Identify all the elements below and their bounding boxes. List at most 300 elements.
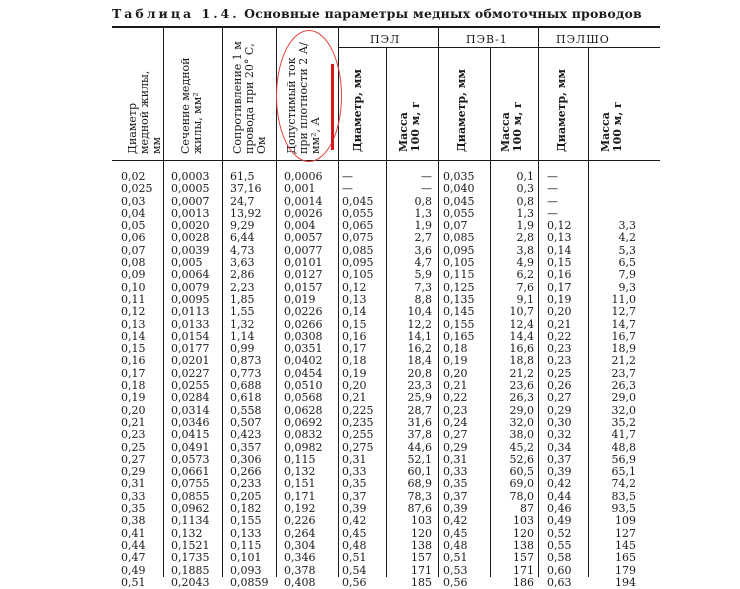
- table-cell: 6,2: [516, 268, 534, 282]
- table-cell: 0,0154: [171, 329, 210, 343]
- table-cell: 0,44: [121, 538, 146, 552]
- table-cell: 194: [615, 575, 636, 589]
- table-cell: 24,7: [230, 194, 255, 208]
- col-current: [284, 171, 323, 589]
- table-cell: 0,0026: [284, 206, 323, 220]
- table-cell: 4,73: [230, 243, 255, 257]
- table-cell: 0,045: [342, 194, 374, 208]
- table-cell: 0,16: [342, 329, 367, 343]
- table-cell: 185: [411, 575, 432, 589]
- table-cell: 0,0982: [284, 440, 323, 454]
- table-cell: 0,23: [121, 428, 146, 442]
- table-cell: 0,55: [547, 538, 572, 552]
- header-section: Сечение медной жилы, мм²: [179, 57, 204, 154]
- table-cell: 56,9: [611, 452, 636, 466]
- table-cell: 6,5: [618, 256, 636, 270]
- group-pev1: ПЭВ-1: [466, 33, 508, 46]
- table-cell: 0,0079: [171, 280, 210, 294]
- table-cell: 2,7: [414, 231, 432, 245]
- table-cell: 0,423: [230, 428, 262, 442]
- table-cell: 6,44: [230, 231, 255, 245]
- table-cell: 4,7: [414, 256, 432, 270]
- table-cell: 0,32: [547, 428, 572, 442]
- table-cell: 0,0014: [284, 194, 323, 208]
- table-cell: 0,0003: [171, 170, 210, 183]
- table-cell: 3,3: [618, 219, 636, 233]
- table-cell: 0,8: [414, 194, 432, 208]
- table-cell: 4,2: [618, 231, 636, 245]
- table-cell: 0,46: [547, 502, 572, 516]
- table-cell: 0,17: [342, 342, 367, 356]
- table-cell: 0,306: [230, 452, 262, 466]
- group-pel: ПЭЛ: [370, 33, 401, 46]
- table-cell: 35,2: [611, 415, 636, 429]
- table-cell: 0,56: [342, 575, 367, 589]
- table-cell: 0,0832: [284, 428, 323, 442]
- table-cell: 0,1134: [171, 514, 210, 528]
- table-cell: 0,48: [342, 538, 367, 552]
- table-cell: 0,873: [230, 354, 262, 368]
- table-cell: 0,0454: [284, 366, 323, 380]
- top-rule: [112, 26, 660, 28]
- table-cell: 0,105: [342, 268, 374, 282]
- red-underline-annotation: [331, 64, 334, 150]
- table-cell: 0,16: [121, 354, 146, 368]
- table-cell: 0,16: [547, 268, 572, 282]
- table-cell: 0,09: [121, 268, 146, 282]
- table-cell: 0,15: [121, 342, 146, 356]
- table-cell: 0,45: [443, 526, 468, 540]
- table-cell: 0,115: [284, 452, 316, 466]
- table-cell: 0,0133: [171, 317, 210, 331]
- table-cell: 0,3: [516, 182, 534, 196]
- table-cell: 0,045: [443, 194, 475, 208]
- table-cell: 52,1: [407, 452, 432, 466]
- table-cell: 0,07: [121, 243, 146, 257]
- table-cell: 8,8: [414, 292, 432, 306]
- table-cell: —: [421, 170, 432, 183]
- table-cell: 120: [411, 526, 432, 540]
- table-cell: 0,15: [547, 256, 572, 270]
- table-cell: 0,13: [121, 317, 146, 331]
- table-cell: 23,3: [407, 379, 432, 393]
- table-cell: 18,9: [611, 342, 636, 356]
- table-cell: 0,0859: [230, 575, 269, 589]
- table-cell: 0,235: [342, 415, 374, 429]
- table-cell: 0,0020: [171, 219, 210, 233]
- col-pel-mass: [394, 171, 432, 589]
- table-cell: 0,54: [342, 563, 367, 577]
- table-cell: 186: [513, 575, 534, 589]
- table-cell: 9,29: [230, 219, 255, 233]
- table-cell: 48,8: [611, 440, 636, 454]
- table-cell: [596, 171, 636, 183]
- table-cell: 0,0077: [284, 243, 323, 257]
- table-cell: 0,0855: [171, 489, 210, 503]
- table-cell: 0,06: [121, 231, 146, 245]
- table-cell: —: [547, 182, 558, 196]
- subheader-pelsho-mass: Масса 100 м, г: [599, 101, 624, 152]
- table-cell: 0,155: [443, 317, 475, 331]
- table-cell: 0,37: [547, 452, 572, 466]
- col-rule: [538, 27, 539, 577]
- table-cell: 0,39: [547, 465, 572, 479]
- table-cell: 14,4: [509, 329, 534, 343]
- col-pev-mass: [496, 171, 534, 589]
- table-cell: 0,27: [547, 391, 572, 405]
- table-cell: 78,3: [407, 489, 432, 503]
- table-cell: 0,31: [342, 452, 367, 466]
- col-rule: [163, 27, 164, 577]
- table-cell: 0,0491: [171, 440, 210, 454]
- table-cell: 0,0127: [284, 268, 323, 282]
- table-cell: 0,226: [284, 514, 316, 528]
- table-cell: 1,85: [230, 292, 255, 306]
- table-cell: 0,60: [547, 563, 572, 577]
- table-cell: 61,5: [230, 170, 255, 183]
- table-cell: 0,58: [547, 551, 572, 565]
- table-cell: 0,0266: [284, 317, 323, 331]
- table-cell: 0,225: [342, 403, 374, 417]
- table-cell: 0,132: [171, 526, 203, 540]
- table-cell: 0,19: [547, 292, 572, 306]
- table-cell: 16,2: [407, 342, 432, 356]
- table-cell: 0,357: [230, 440, 262, 454]
- table-cell: 0,055: [342, 206, 374, 220]
- table-cell: 7,9: [618, 268, 636, 282]
- table-cell: 0,12: [342, 280, 367, 294]
- table-cell: 0,093: [230, 563, 262, 577]
- col-pelsho-diameter: [547, 171, 572, 589]
- table-cell: 45,2: [509, 440, 534, 454]
- table-cell: 0,35: [342, 477, 367, 491]
- table-cell: —: [421, 182, 432, 196]
- table-cell: 0,8: [516, 194, 534, 208]
- table-cell: 0,33: [342, 465, 367, 479]
- table-cell: 0,27: [443, 428, 468, 442]
- table-cell: 0,0028: [171, 231, 210, 245]
- table-cell: 0,39: [342, 502, 367, 516]
- table-cell: 0,0177: [171, 342, 210, 356]
- table-cell: 0,39: [443, 502, 468, 516]
- table-cell: 87,6: [407, 502, 432, 516]
- table-cell: 0,31: [121, 477, 146, 491]
- table-cell: 0,25: [121, 440, 146, 454]
- table-cell: 0,33: [121, 489, 146, 503]
- table-cell: 0,065: [342, 219, 374, 233]
- table-cell: 0,49: [547, 514, 572, 528]
- table-cell: 12,2: [407, 317, 432, 331]
- table-cell: 0,618: [230, 391, 262, 405]
- table-cell: 1,3: [414, 206, 432, 220]
- table-cell: —: [547, 170, 558, 183]
- table-cell: 0,14: [342, 305, 367, 319]
- table-cell: 0,0005: [171, 182, 210, 196]
- col-resistance: [230, 171, 269, 589]
- table-cell: 0,45: [342, 526, 367, 540]
- table-cell: 3,6: [414, 243, 432, 257]
- table-cell: 120: [513, 526, 534, 540]
- table-cell: 0,105: [443, 256, 475, 270]
- table-cell: —: [342, 182, 353, 196]
- table-cell: 0,1735: [171, 551, 210, 565]
- table-cell: 29,0: [509, 403, 534, 417]
- table-cell: 32,0: [611, 403, 636, 417]
- table-cell: 18,8: [509, 354, 534, 368]
- subheader-pev-mass: Масса 100 м, г: [499, 101, 524, 152]
- table-cell: 0,20: [342, 379, 367, 393]
- table-cell: 0,040: [443, 182, 475, 196]
- table-cell: 20,8: [407, 366, 432, 380]
- table-cell: 0,085: [342, 243, 374, 257]
- table-cell: 0,29: [121, 465, 146, 479]
- table-cell: 145: [615, 538, 636, 552]
- table-cell: 0,155: [230, 514, 262, 528]
- table-cell: 0,0573: [171, 452, 210, 466]
- table-cell: 1,14: [230, 329, 255, 343]
- table-cell: 0,0007: [171, 194, 210, 208]
- table-cell: 0,29: [547, 403, 572, 417]
- table-cell: 0,0692: [284, 415, 323, 429]
- table-cell: 0,005: [171, 256, 203, 270]
- table-cell: 0,0962: [171, 502, 210, 516]
- table-cell: 13,92: [230, 206, 262, 220]
- table-cell: 0,34: [547, 440, 572, 454]
- table-cell: 5,9: [414, 268, 432, 282]
- table-cell: 10,4: [407, 305, 432, 319]
- table-cell: 0,24: [443, 415, 468, 429]
- table-cell: 78,0: [509, 489, 534, 503]
- table-cell: 0,182: [230, 502, 262, 516]
- table-cell: 60,5: [509, 465, 534, 479]
- table-cell: 0,17: [121, 366, 146, 380]
- col-rule: [588, 47, 589, 577]
- table-cell: 0,0039: [171, 243, 210, 257]
- table-cell: 0,35: [121, 502, 146, 516]
- table-cell: 9,1: [516, 292, 534, 306]
- table-cell: 0,30: [547, 415, 572, 429]
- table-cell: 0,125: [443, 280, 475, 294]
- table-cell: 0,0346: [171, 415, 210, 429]
- col-pev-diameter: [443, 171, 475, 589]
- table-cell: 41,7: [611, 428, 636, 442]
- table-cell: 0,0227: [171, 366, 210, 380]
- table-cell: 0,11: [121, 292, 146, 306]
- col-pel-diameter: [342, 171, 374, 589]
- table-cell: 0,21: [547, 317, 572, 331]
- table-cell: 87: [520, 502, 534, 516]
- table-cell: 1,55: [230, 305, 255, 319]
- table-cell: 0,27: [121, 452, 146, 466]
- table-cell: 0,165: [443, 329, 475, 343]
- table-cell: 171: [411, 563, 432, 577]
- table-cell: 7,3: [414, 280, 432, 294]
- table-cell: 0,1521: [171, 538, 210, 552]
- table-cell: 103: [513, 514, 534, 528]
- table-cell: 0,56: [443, 575, 468, 589]
- table-cell: 0,29: [443, 440, 468, 454]
- table-cell: 0,33: [443, 465, 468, 479]
- header-current: Допустимый ток при плотности 2 А/мм², А: [285, 42, 322, 154]
- subheader-pel-diameter: Диаметр, мм: [351, 69, 364, 152]
- table-cell: 0,378: [284, 563, 316, 577]
- table-cell: 21,2: [611, 354, 636, 368]
- table-cell: 0,14: [547, 243, 572, 257]
- table-cell: 0,135: [443, 292, 475, 306]
- table-cell: 0,17: [547, 280, 572, 294]
- table-cell: 14,1: [407, 329, 432, 343]
- table-cell: 0,255: [342, 428, 374, 442]
- table-cell: 0,53: [443, 563, 468, 577]
- table-cell: 2,23: [230, 280, 255, 294]
- col-rule: [386, 47, 387, 577]
- table-cell: 0,0013: [171, 206, 210, 220]
- table-cell: 23,7: [611, 366, 636, 380]
- table-cell: 0,37: [342, 489, 367, 503]
- table-cell: 5,3: [618, 243, 636, 257]
- table-cell: 0,23: [547, 354, 572, 368]
- table-cell: 52,6: [509, 452, 534, 466]
- table-cell: 37,16: [230, 182, 262, 196]
- table-cell: 1,3: [516, 206, 534, 220]
- table-cell: 0,07: [443, 219, 468, 233]
- table-cell: 0,31: [443, 452, 468, 466]
- table-cell: 0,0057: [284, 231, 323, 245]
- table-cell: 0,558: [230, 403, 262, 417]
- table-cell: 165: [615, 551, 636, 565]
- table-cell: 0,0510: [284, 379, 323, 393]
- table-cell: 179: [615, 563, 636, 577]
- table-cell: 0,0755: [171, 477, 210, 491]
- table-cell: 0,10: [121, 280, 146, 294]
- table-cell: 0,075: [342, 231, 374, 245]
- table-cell: 0,18: [443, 342, 468, 356]
- table-cell: 0,025: [121, 182, 153, 196]
- subheader-pelsho-diameter: Диаметр, мм: [555, 69, 568, 152]
- table-cell: 0,44: [547, 489, 572, 503]
- table-cell: 0,304: [284, 538, 316, 552]
- table-cell: 0,25: [547, 366, 572, 380]
- table-cell: 138: [411, 538, 432, 552]
- table-cell: 0,21: [342, 391, 367, 405]
- table-cell: 127: [615, 526, 636, 540]
- table-cell: 3,63: [230, 256, 255, 270]
- col-rule: [438, 27, 439, 577]
- table-cell: 2,8: [516, 231, 534, 245]
- table-cell: 0,2043: [171, 575, 210, 589]
- table-cell: 0,20: [547, 305, 572, 319]
- table-cell: 0,18: [121, 379, 146, 393]
- table-cell: 0,99: [230, 342, 255, 356]
- table-cell: 0,408: [284, 575, 316, 589]
- table-cell: 11,0: [611, 292, 636, 306]
- table-cell: 0,132: [284, 465, 316, 479]
- table-cell: 0,115: [443, 268, 475, 282]
- table-cell: 0,23: [443, 403, 468, 417]
- table-cell: 0,63: [547, 575, 572, 589]
- table-cell: 0,22: [547, 329, 572, 343]
- table-cell: 0,35: [443, 477, 468, 491]
- table-cell: 0,346: [284, 551, 316, 565]
- table-cell: 0,14: [121, 329, 146, 343]
- group-pelsho: ПЭЛШО: [556, 33, 610, 46]
- table-cell: 0,38: [121, 514, 146, 528]
- table-cell: 0,0415: [171, 428, 210, 442]
- table-cell: 0,42: [547, 477, 572, 491]
- table-cell: 0,13: [342, 292, 367, 306]
- table-title: Таблица 1.4. Основные параметры медных обмоточных проводов: [112, 6, 642, 21]
- table-cell: 0,688: [230, 379, 262, 393]
- header-resistance: Сопротивление 1 м провода при 20° С, Ом: [231, 41, 268, 154]
- col-diameter: [121, 171, 153, 589]
- table-cell: 0,0113: [171, 305, 210, 319]
- table-cell: 0,233: [230, 477, 262, 491]
- table-cell: 0,02: [121, 170, 146, 183]
- table-cell: 0,0308: [284, 329, 323, 343]
- table-cell: 0,12: [121, 305, 146, 319]
- table-cell: 10,7: [509, 305, 534, 319]
- table-cell: 0,15: [342, 317, 367, 331]
- table-cell: 0,19: [443, 354, 468, 368]
- table-cell: 32,0: [509, 415, 534, 429]
- table-cell: 109: [615, 514, 636, 528]
- table-cell: [596, 183, 636, 195]
- table-cell: 83,5: [611, 489, 636, 503]
- table-cell: 14,7: [611, 317, 636, 331]
- table-cell: 0,18: [342, 354, 367, 368]
- table-cell: 0,0095: [171, 292, 210, 306]
- col-section: [171, 171, 210, 589]
- table-cell: 0,51: [443, 551, 468, 565]
- table-cell: 0,13: [547, 231, 572, 245]
- table-cell: 0,19: [342, 366, 367, 380]
- subheader-pev-diameter: Диаметр, мм: [455, 69, 468, 152]
- table-cell: 25,9: [407, 391, 432, 405]
- table-cell: 0,0402: [284, 354, 323, 368]
- table-cell: 0,51: [342, 551, 367, 565]
- table-cell: 0,0284: [171, 391, 210, 405]
- table-cell: 1,32: [230, 317, 255, 331]
- table-cell: 0,095: [342, 256, 374, 270]
- table-cell: 0,0628: [284, 403, 323, 417]
- table-cell: 0,0064: [171, 268, 210, 282]
- table-cell: 0,264: [284, 526, 316, 540]
- table-cell: 65,1: [611, 465, 636, 479]
- table-cell: 0,0568: [284, 391, 323, 405]
- table-cell: 93,5: [611, 502, 636, 516]
- table-cell: 0,49: [121, 563, 146, 577]
- table-cell: 0,20: [121, 403, 146, 417]
- table-cell: 0,085: [443, 231, 475, 245]
- table-cell: 0,12: [547, 219, 572, 233]
- table-cell: 1,9: [414, 219, 432, 233]
- table-cell: 0,1: [516, 170, 534, 183]
- table-cell: 0,133: [230, 526, 262, 540]
- table-cell: 0,266: [230, 465, 262, 479]
- table-cell: 0,41: [121, 526, 146, 540]
- table-cell: 4,9: [516, 256, 534, 270]
- table-cell: —: [342, 170, 353, 183]
- table-cell: 12,7: [611, 305, 636, 319]
- table-cell: 0,0314: [171, 403, 210, 417]
- table-cell: 0,1885: [171, 563, 210, 577]
- table-cell: 0,03: [121, 194, 146, 208]
- table-cell: 0,23: [547, 342, 572, 356]
- table-cell: 7,6: [516, 280, 534, 294]
- table-cell: 0,0661: [171, 465, 210, 479]
- table-cell: 0,192: [284, 502, 316, 516]
- table-cell: 26,3: [509, 391, 534, 405]
